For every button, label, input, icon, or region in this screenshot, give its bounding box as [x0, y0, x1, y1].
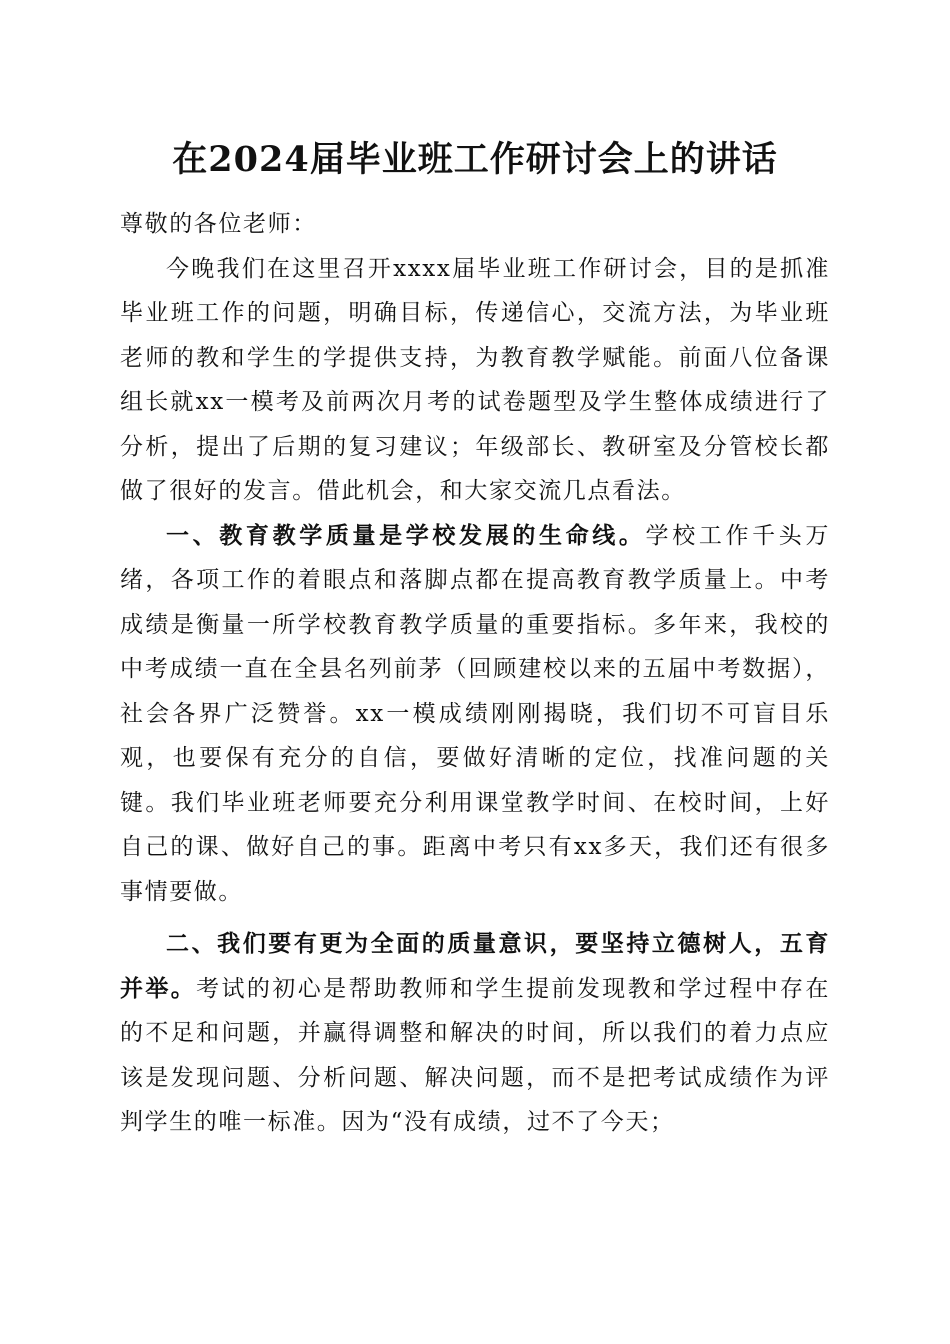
document-body	[120, 202, 830, 1145]
paragraph-section-1	[120, 514, 830, 915]
paragraph-intro: 今晚我们在这里召开xxxx届毕业班工作研讨会，目的是抓准毕业班工作的问题，明确目标，传递信心，交流方法，为毕业班老师的教和学生的学提供支持，为教育教学赋能。前面八位备课组长就xx一模考及前两次月考的试卷题型及学生整体成绩进行了分析，提出了后期的复习建议；年级部长、教研室及分管校长都做了很好的发言。借此机会，和大家交流几点看法。	[120, 255, 830, 504]
paragraph-section-2	[120, 922, 830, 1145]
section-1-text: 学校工作千头万绪，各项工作的着眼点和落脚点都在提高教育教学质量上。中考成绩是衡量一所学校教育教学质量的重要指标。多年来，我校的中考成绩一直在全县名列前茅（回顾建校以来的五届中考数据），社会各界广泛赞誉。xx一模成绩刚刚揭晓，我们切不可盲目乐观，也要保有充分的自信，要做好清晰的定位，找准问题的关键。我们毕业班老师要充分利用课堂教学时间、在校时间，上好自己的课、做好自己的事。距离中考只有xx多天，我们还有很多事情要做。	[120, 522, 830, 905]
section-2-text: 考试的初心是帮助教师和学生提前发现教和学过程中存在的不足和问题，并赢得调整和解决的时间，所以我们的着力点应该是发现问题、分析问题、解决问题，而不是把考试成绩作为评判学生的唯一标准。因为“没有成绩，过不了今天；	[120, 975, 830, 1135]
section-1-heading: 一、教育教学质量是学校发展的生命线。	[166, 522, 646, 549]
document-title: 在2024届毕业班工作研讨会上的讲话	[172, 139, 778, 180]
salutation: 尊敬的各位老师：	[120, 211, 317, 237]
section-2-heading: 二、我们要有更为全面的质量意识，要坚持立德树人，五育并举。	[120, 931, 830, 1002]
